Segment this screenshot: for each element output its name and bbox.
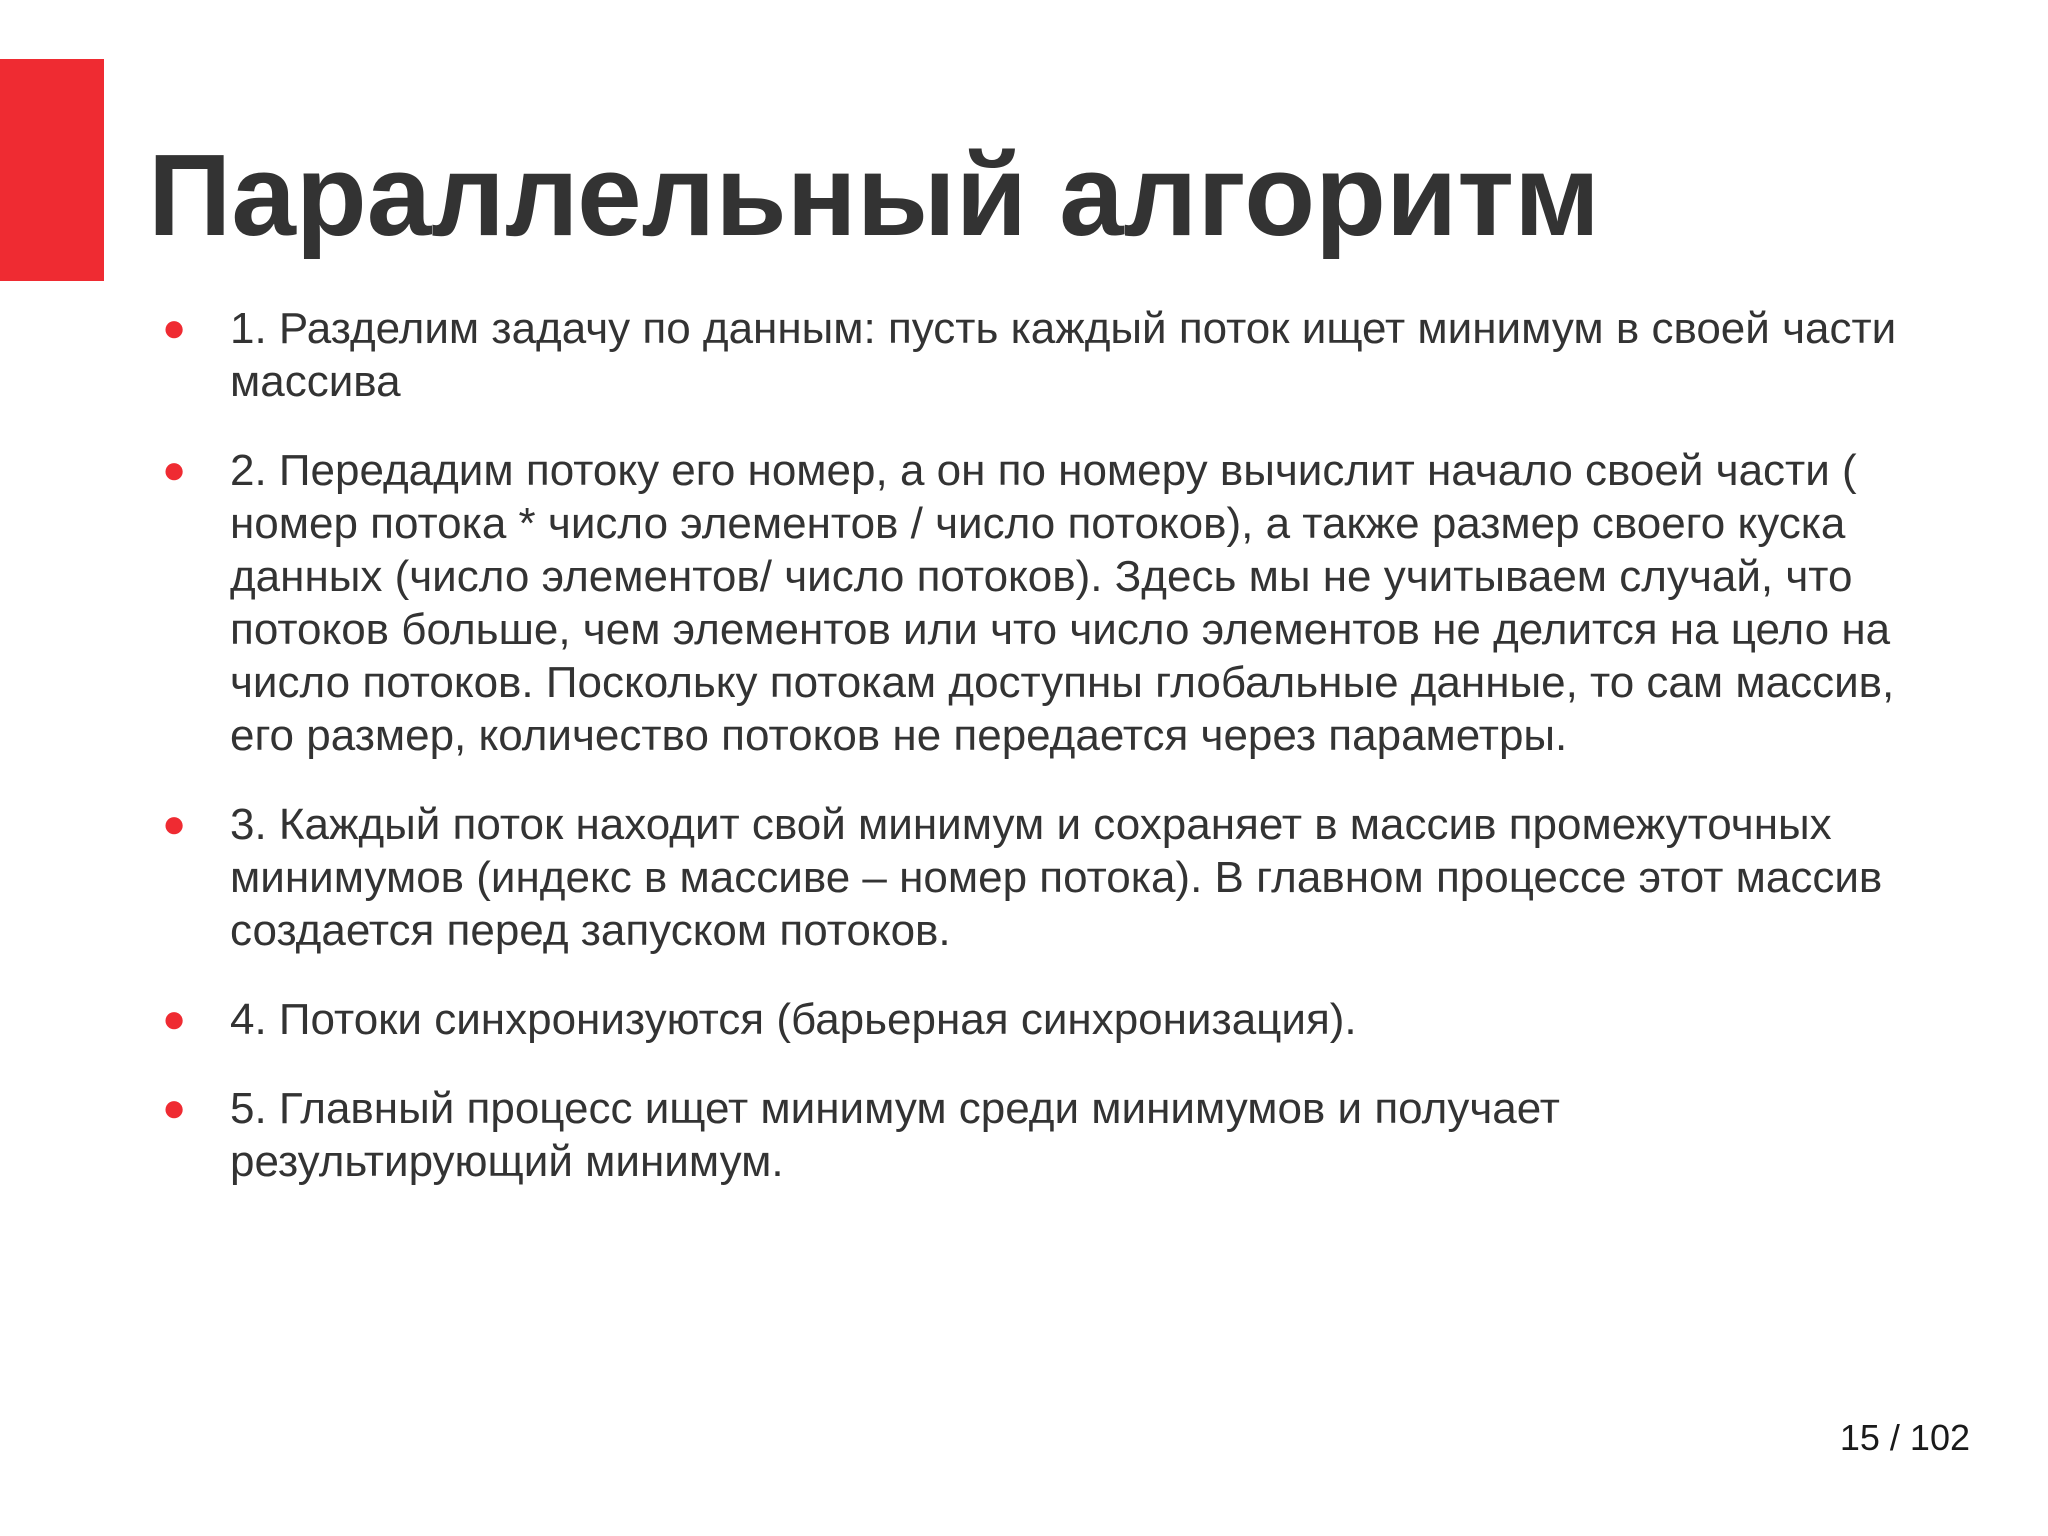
bullet-dot-icon: ● bbox=[162, 1086, 187, 1130]
bullet-item-2 bbox=[148, 444, 1908, 762]
bullet-item-3 bbox=[148, 798, 1908, 957]
bullet-dot-icon: ● bbox=[162, 802, 187, 846]
bullet-item-5 bbox=[148, 1082, 1908, 1188]
bullet-dot-icon: ● bbox=[162, 997, 187, 1041]
slide-title: Параллельный алгоритм bbox=[148, 130, 1600, 260]
bullet-text: 4. Потоки синхронизуются (барьерная синхронизация). bbox=[230, 995, 1357, 1044]
bullet-dot-icon: ● bbox=[162, 448, 187, 492]
bullet-text: 1. Разделим задачу по данным: пусть каждый поток ищет минимум в своей части массива bbox=[230, 304, 1897, 406]
bullet-item-4 bbox=[148, 993, 1908, 1046]
title-accent-bar bbox=[0, 59, 104, 281]
bullet-list bbox=[148, 302, 1908, 1224]
bullet-text: 5. Главный процесс ищет минимум среди минимумов и получает результирующий минимум. bbox=[230, 1084, 1560, 1186]
page-number: 15 / 102 bbox=[1839, 1417, 1970, 1458]
bullet-item-1 bbox=[148, 302, 1908, 408]
bullet-text: 2. Передадим потоку его номер, а он по номеру вычислит начало своей части ( номер потока * число элементов / число потоков), а также размер своего куска данных (число элементов/ число потоков). Здесь мы не учитываем случай, что потоков больше, чем элементов или что число элементов не делится на цело на число потоков. Поскольку потокам доступны глобальные данные, то сам массив, его размер, количество потоков не передается через параметры. bbox=[230, 446, 1895, 760]
bullet-text: 3. Каждый поток находит свой минимум и сохраняет в массив промежуточных минимумов (индекс в массиве – номер потока). В главном процессе этот массив создается перед запуском потоков. bbox=[230, 800, 1883, 955]
bullet-dot-icon: ● bbox=[162, 306, 187, 350]
